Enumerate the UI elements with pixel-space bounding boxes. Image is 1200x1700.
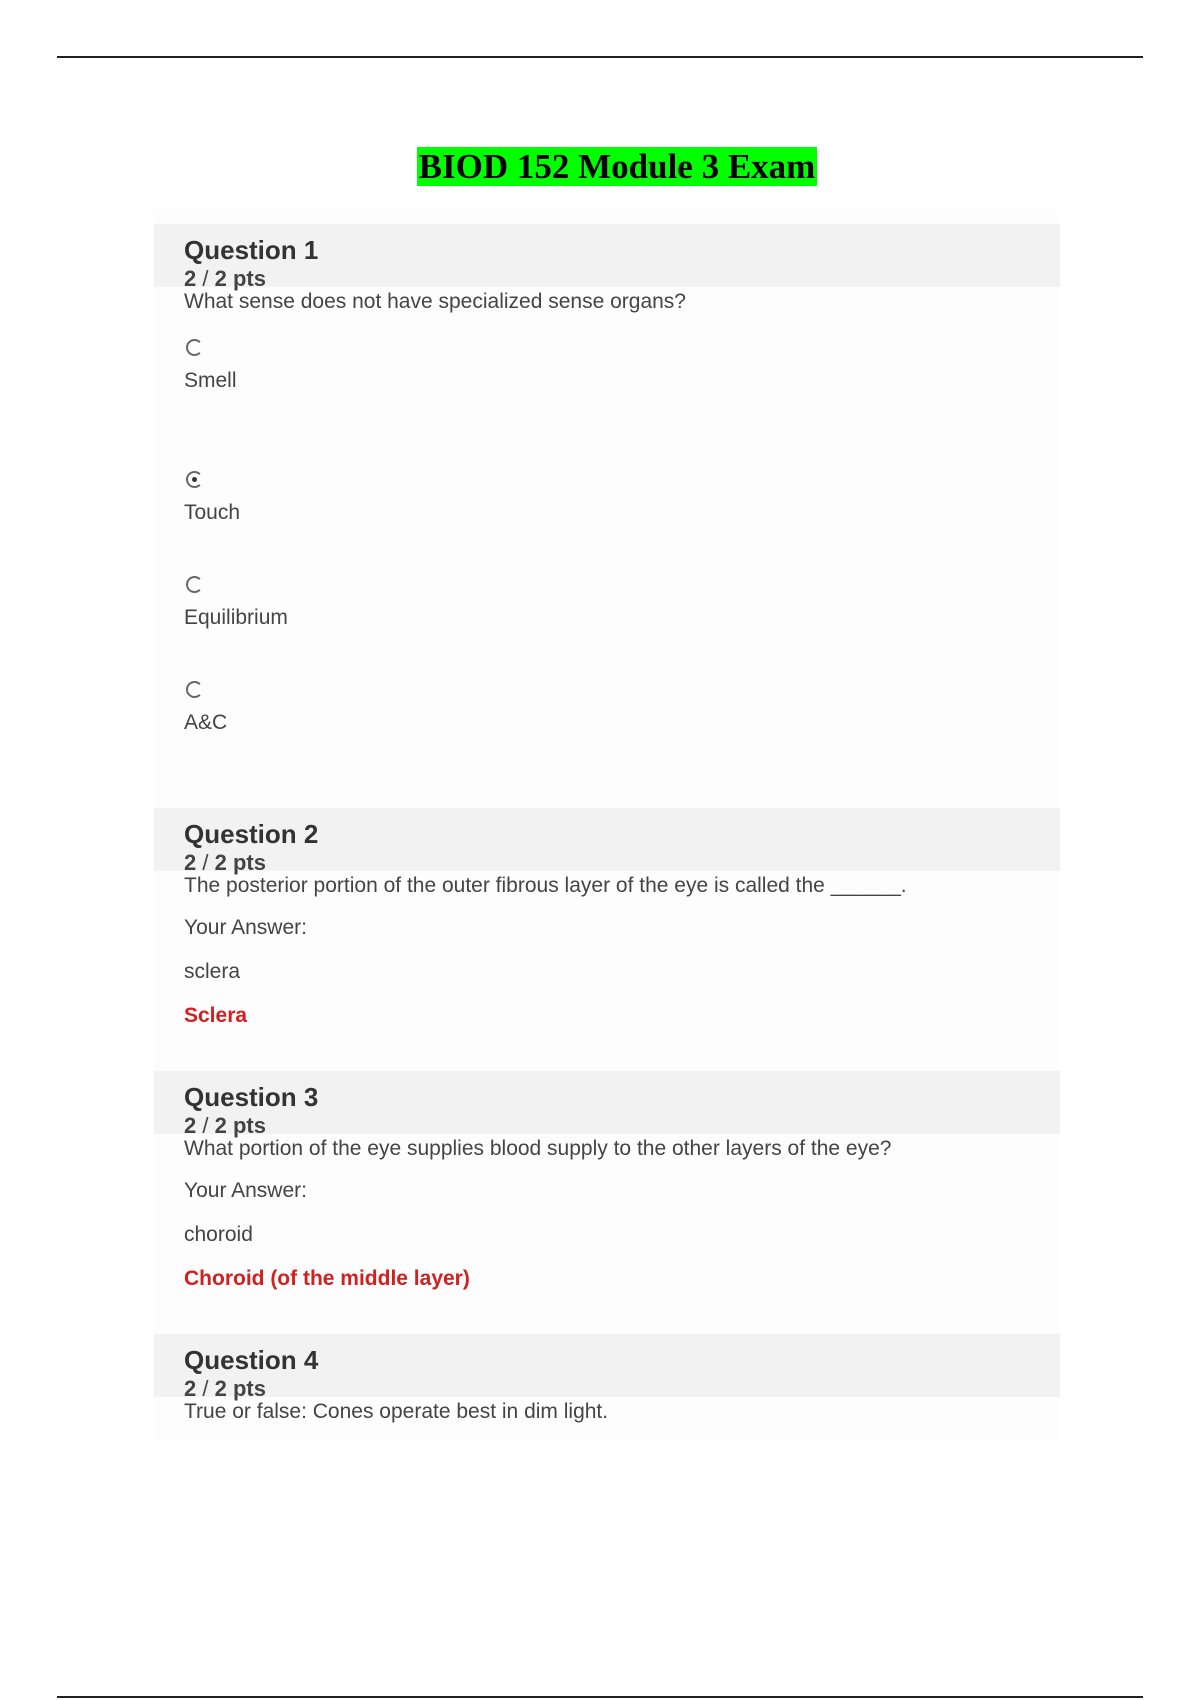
radio-option-smell[interactable] bbox=[186, 339, 203, 356]
option-label-smell[interactable]: Smell bbox=[184, 369, 237, 392]
question-title: Question 4 bbox=[184, 1345, 319, 1375]
question-2 bbox=[154, 808, 1060, 1058]
top-rule bbox=[57, 56, 1143, 58]
question-points: 2 / 2 pts bbox=[184, 266, 266, 291]
your-answer-label: Your Answer: bbox=[184, 916, 307, 939]
question-title: Question 3 bbox=[184, 1082, 319, 1112]
question-header bbox=[154, 808, 1060, 875]
question-text: The posterior portion of the outer fibrous layer of the eye is called the ______. bbox=[184, 874, 907, 897]
your-answer-label: Your Answer: bbox=[184, 1179, 307, 1202]
radio-option-equilibrium[interactable] bbox=[186, 576, 203, 593]
document-title bbox=[0, 146, 1200, 188]
option-label-equilibrium[interactable]: Equilibrium bbox=[184, 606, 288, 629]
question-text: What sense does not have specialized sense organs? bbox=[184, 290, 686, 313]
option-label-touch[interactable]: Touch bbox=[184, 501, 241, 524]
bottom-rule bbox=[57, 1696, 1143, 1698]
question-3 bbox=[154, 1071, 1060, 1321]
question-points: 2 / 2 pts bbox=[184, 1376, 266, 1401]
question-points: 2 / 2 pts bbox=[184, 1113, 266, 1138]
radio-option-touch[interactable] bbox=[186, 471, 203, 488]
radio-option-a-and-c[interactable] bbox=[186, 681, 203, 698]
your-answer-value: choroid bbox=[184, 1223, 253, 1246]
question-title: Question 2 bbox=[184, 819, 319, 849]
question-4 bbox=[154, 1334, 1060, 1434]
question-1 bbox=[154, 224, 1060, 794]
question-text: True or false: Cones operate best in dim light. bbox=[184, 1400, 609, 1423]
question-title: Question 1 bbox=[184, 235, 319, 265]
question-header bbox=[154, 1071, 1060, 1138]
exam-content bbox=[154, 210, 1060, 1440]
question-header bbox=[154, 1334, 1060, 1401]
document-title-text: BIOD 152 Module 3 Exam bbox=[418, 147, 816, 186]
question-points: 2 / 2 pts bbox=[184, 850, 266, 875]
correct-answer: Choroid (of the middle layer) bbox=[184, 1267, 470, 1290]
question-text: What portion of the eye supplies blood supply to the other layers of the eye? bbox=[184, 1137, 892, 1160]
option-label-a-and-c[interactable]: A&C bbox=[184, 711, 228, 734]
correct-answer: Sclera bbox=[184, 1004, 248, 1027]
your-answer-value: sclera bbox=[184, 960, 241, 983]
question-header bbox=[154, 224, 1060, 291]
